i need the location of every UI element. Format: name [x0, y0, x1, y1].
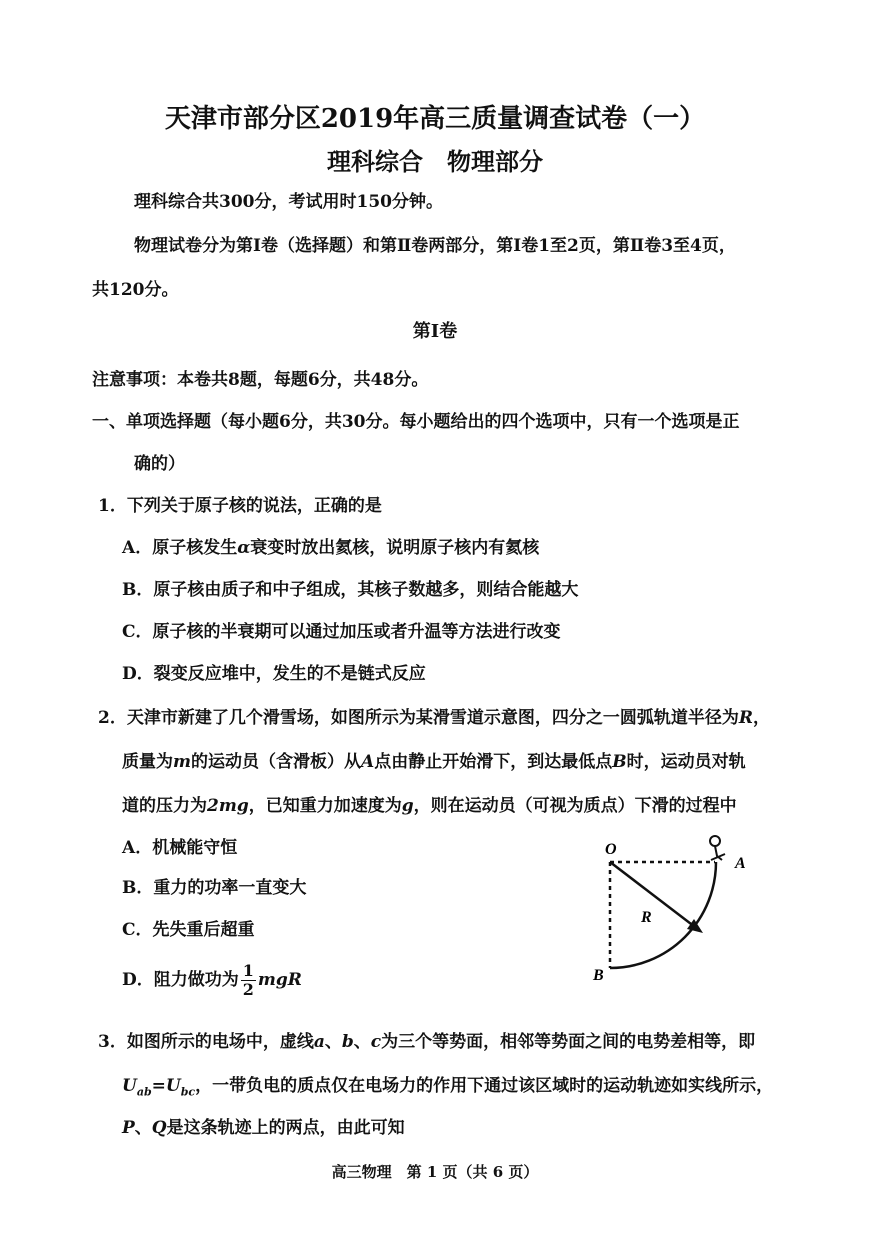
q2-stem-line-3: 道的压力为2mg，已知重力加速度为g，则在运动员（可视为质点）下滑的过程中 — [122, 796, 737, 816]
fraction-one-half: $\frac{1}{2}$ — [242, 961, 254, 999]
section-title: 第Ⅰ卷 — [412, 321, 458, 342]
q2-option-c: C．先失重后超重 — [122, 920, 255, 940]
part1-heading-cont: 确的） — [134, 454, 185, 474]
q1-option-b: B．原子核由质子和中子组成，其核子数越多，则结合能越大 — [122, 580, 579, 600]
page-title: 天津市部分区2019年高三质量调查试卷（一） — [164, 104, 706, 134]
page-subtitle: 理科综合 物理部分 — [327, 147, 543, 176]
q1-stem: 1．下列关于原子核的说法，正确的是 — [98, 496, 382, 516]
q2-option-d: D．阻力做功为 $\frac{1}{2}$ mgR — [122, 961, 302, 999]
part1-heading: 一、单项选择题（每小题6分，共30分。每小题给出的四个选项中，只有一个选项是正 — [92, 412, 740, 432]
q3-stem-line-2: $U_{ab}=U_{bc}$，一带负电的质点仅在电场力的作用下通过该区域时的运动轨迹如实线所示， — [122, 1076, 774, 1099]
q1-option-d: D．裂变反应堆中，发生的不是链式反应 — [122, 664, 426, 684]
page-footer: 高三物理 第 1 页（共 6 页） — [331, 1163, 539, 1181]
q2-option-b: B．重力的功率一直变大 — [122, 878, 307, 898]
q3-stem-line-1: 3．如图所示的电场中，虚线a、b、c为三个等势面，相邻等势面之间的电势差相等，即 — [98, 1032, 756, 1052]
q2-stem-line-1: 2．天津市新建了几个滑雪场，如图所示为某滑雪道示意图，四分之一圆弧轨道半径为R， — [98, 708, 770, 728]
notice: 注意事项：本卷共8题，每题6分，共48分。 — [92, 370, 429, 390]
q1-option-c: C．原子核的半衰期可以通过加压或者升温等方法进行改变 — [122, 622, 561, 642]
intro-line-2: 物理试卷分为第Ⅰ卷（选择题）和第Ⅱ卷两部分，第Ⅰ卷1至2页，第Ⅱ卷3至4页， — [134, 236, 736, 256]
q1-option-a: A．原子核发生α衰变时放出氦核，说明原子核内有氦核 — [122, 538, 540, 558]
skier-head-icon — [710, 836, 720, 846]
label-r: R — [641, 909, 652, 926]
label-o: O — [605, 841, 617, 858]
radius-arrow-line — [610, 862, 695, 927]
label-b: B — [593, 967, 604, 984]
intro-line-3: 共120分。 — [92, 280, 179, 300]
arc-track — [610, 862, 716, 968]
q3-stem-line-3: P、Q是这条轨迹上的两点，由此可知 — [122, 1118, 405, 1138]
q2-stem-line-2: 质量为m的运动员（含滑板）从A点由静止开始滑下，到达最低点B时，运动员对轨 — [122, 752, 746, 772]
ski-track-figure — [585, 830, 765, 990]
intro-line-1: 理科综合共300分，考试用时150分钟。 — [134, 192, 443, 212]
label-a: A — [735, 855, 746, 872]
skier-body-icon — [711, 846, 725, 860]
q2-option-a: A．机械能守恒 — [122, 838, 238, 858]
